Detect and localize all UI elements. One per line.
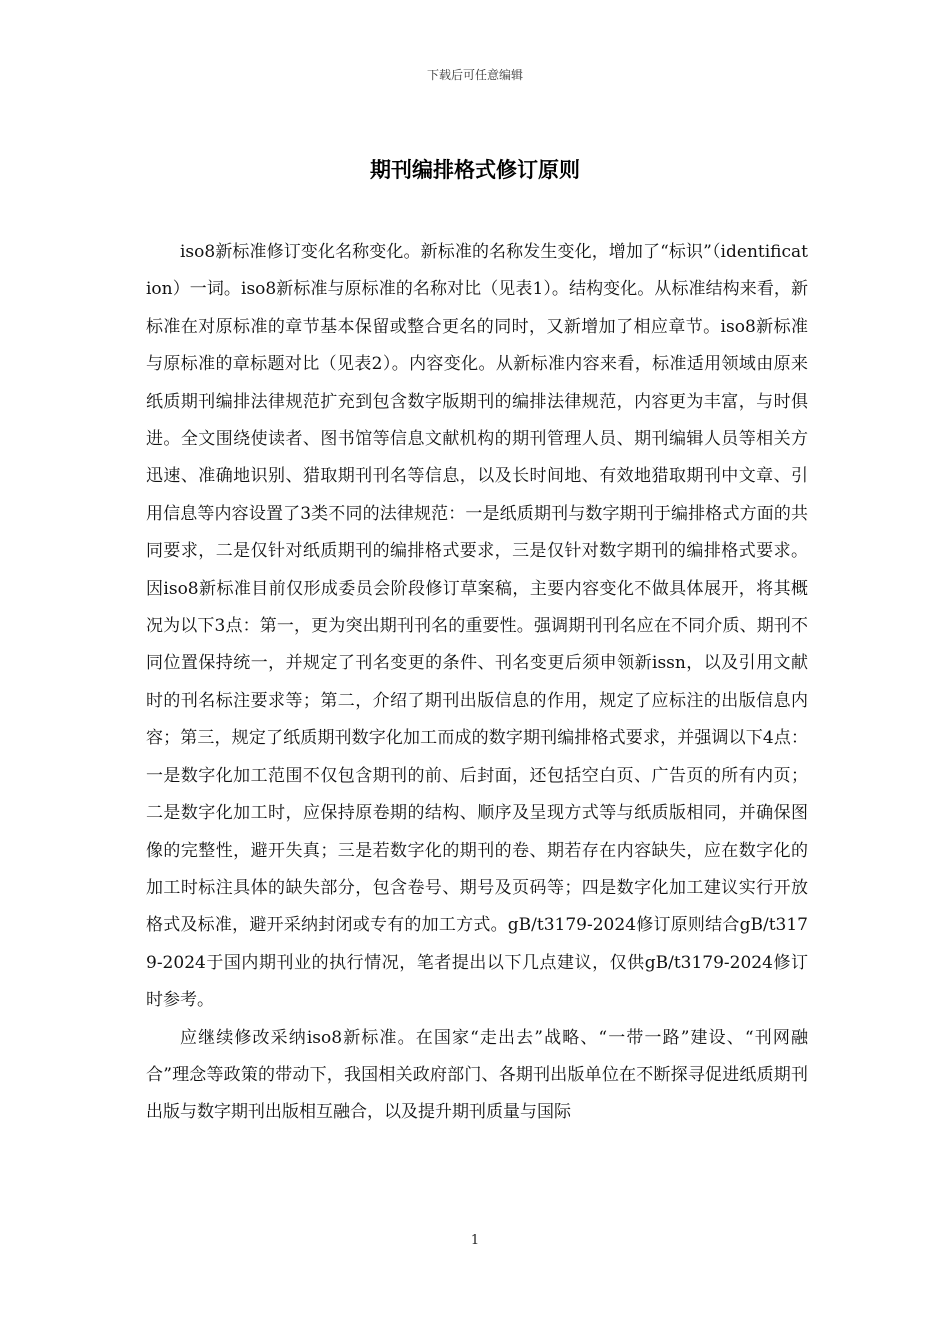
page-number: 1 xyxy=(470,1233,480,1248)
body-paragraph: 应继续修改采纳iso8新标准。在国家“走出去”战略、“一带一路”建设、“刊网融合”理念等政策的带动下，我国相关政府部门、各期刊出版单位在不断探寻促进纸质期刊出版与数字期刊出版相互融合，以及提升期刊质量与国际 xyxy=(146,1027,808,1123)
document-body xyxy=(146,234,808,1132)
page-header: 下载后可任意编辑 xyxy=(426,68,523,82)
body-paragraph: iso8新标准修订变化名称变化。新标准的名称发生变化，增加了“标识”（identification）一词。iso8新标准与原标准的名称对比（见表1）。结构变化。从标准结构来看，新标准在对原标准的章节基本保留或整合更名的同时，又新增加了相应章节。iso8新标准与原标准的章标题对比（见表2）。内容变化。从新标准内容来看，标准适用领域由原来纸质期刊编排法律规范扩充到包含数字版期刊的编排法律规范，内容更为丰富，与时俱进。全文围绕使读者、图书馆等信息文献机构的期刊管理人员、期刊编辑人员等相关方迅速、准确地识别、猎取期刊刊名等信息，以及长时间地、有效地猎取期刊中文章、引用信息等内容设置了3类不同的法律规范：一是纸质期刊与数字期刊于编排格式方面的共同要求，二是仅针对纸质期刊的编排格式要求，三是仅针对数字期刊的编排格式要求。因iso8新标准目前仅形成委员会阶段修订草案稿，主要内容变化不做具体展开，将其概况为以下3点：第一，更为突出期刊刊名的重要性。强调期刊刊名应在不同介质、期刊不同位置保持统一，并规定了刊名变更的条件、刊名变更后须申领新issn，以及引用文献时的刊名标注要求等；第二，介绍了期刊出版信息的作用，规定了应标注的出版信息内容；第三，规定了纸质期刊数字化加工而成的数字期刊编排格式要求，并强调以下4点：一是数字化加工范围不仅包含期刊的前、后封面，还包括空白页、广告页的所有内页；二是数字化加工时，应保持原卷期的结构、顺序及呈现方式等与纸质版相同，并确保图像的完整性，避开失真；三是若数字化的期刊的卷、期若存在内容缺失，应在数字化的加工时标注具体的缺失部分，包含卷号、期号及页码等；四是数字化加工建议实行开放格式及标准，避开采纳封闭或专有的加工方式。gB/t3179-2024修订原则结合gB/t3179-2024于国内期刊业的执行情况，笔者提出以下几点建议，仅供gB/t3179-2024修订时参考。 xyxy=(146,242,808,1011)
document-title: 期刊编排格式修订原则 xyxy=(370,157,580,182)
